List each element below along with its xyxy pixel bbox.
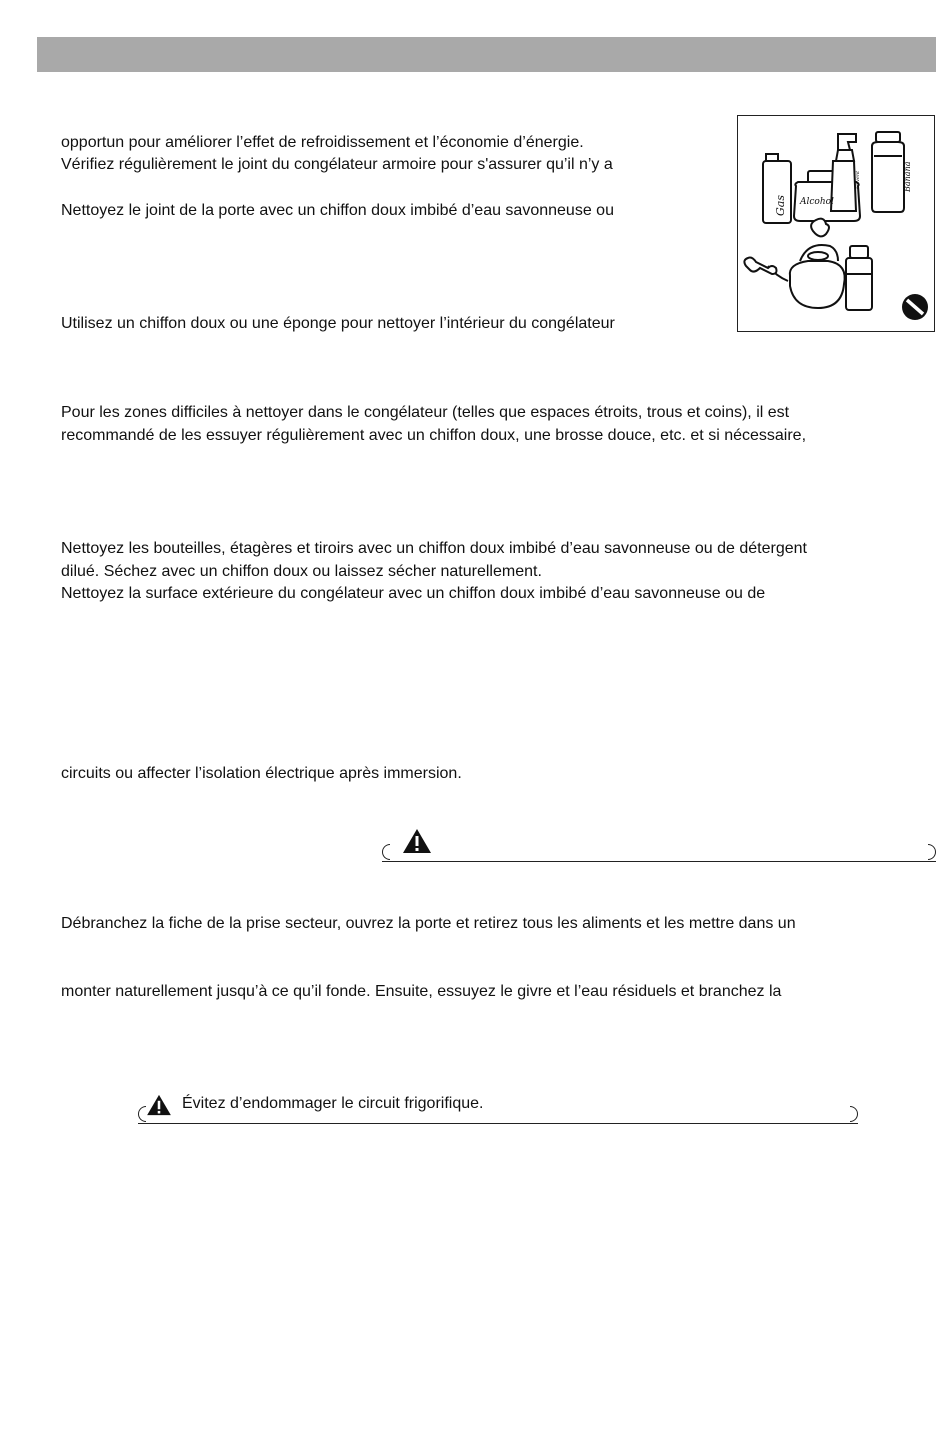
prohibited-icon — [902, 294, 928, 320]
text-line: Vérifiez régulièrement le joint du congélateur armoire pour s'assurer qu’il n’y a — [61, 156, 613, 173]
text-line: Nettoyez la surface extérieure du congélateur avec un chiffon doux imbibé d’eau savonneuse ou de — [61, 585, 766, 602]
warning-box — [138, 1095, 858, 1124]
warning-icon — [402, 828, 432, 854]
flammable-products-illustration — [737, 115, 935, 332]
bottle-label: Banana — [903, 161, 912, 192]
alcohol-label: Alcohol — [800, 197, 834, 207]
warning-box — [382, 836, 936, 862]
text-line: Pour les zones difficiles à nettoyer dans le congélateur (telles que espaces étroits, trous et coins), il est — [61, 404, 790, 421]
text-line: opportun pour améliorer l’effet de refroidissement et l’économie d’énergie. — [61, 134, 584, 151]
text-line: monter naturellement jusqu’à ce qu’il fonde. Ensuite, essuyez le givre et l’eau résiduels et branchez la — [61, 983, 782, 1000]
warning-text: Évitez d’endommager le circuit frigorifique. — [182, 1095, 484, 1112]
text-line: Utilisez un chiffon doux ou une éponge pour nettoyer l’intérieur du congélateur — [61, 315, 615, 332]
warning-icon — [146, 1094, 172, 1116]
header-bar — [37, 37, 936, 72]
text-line: Nettoyez le joint de la porte avec un chiffon doux imbibé d’eau savonneuse ou — [61, 202, 614, 219]
spray-label: solvent — [855, 170, 861, 189]
text-line: Nettoyez les bouteilles, étagères et tiroirs avec un chiffon doux imbibé d’eau savonneuse ou de détergent — [61, 540, 807, 557]
flammable-products-drawing — [738, 116, 934, 331]
text-line: Débranchez la fiche de la prise secteur, ouvrez la porte et retirez tous les aliments et les mettre dans un — [61, 915, 796, 932]
text-line: recommandé de les essuyer régulièrement avec un chiffon doux, une brosse douce, etc. et si nécessaire, — [61, 427, 807, 444]
text-line: dilué. Séchez avec un chiffon doux ou laissez sécher naturellement. — [61, 563, 542, 580]
text-line: circuits ou affecter l’isolation électrique après immersion. — [61, 765, 462, 782]
gas-label: Gas — [774, 195, 787, 216]
